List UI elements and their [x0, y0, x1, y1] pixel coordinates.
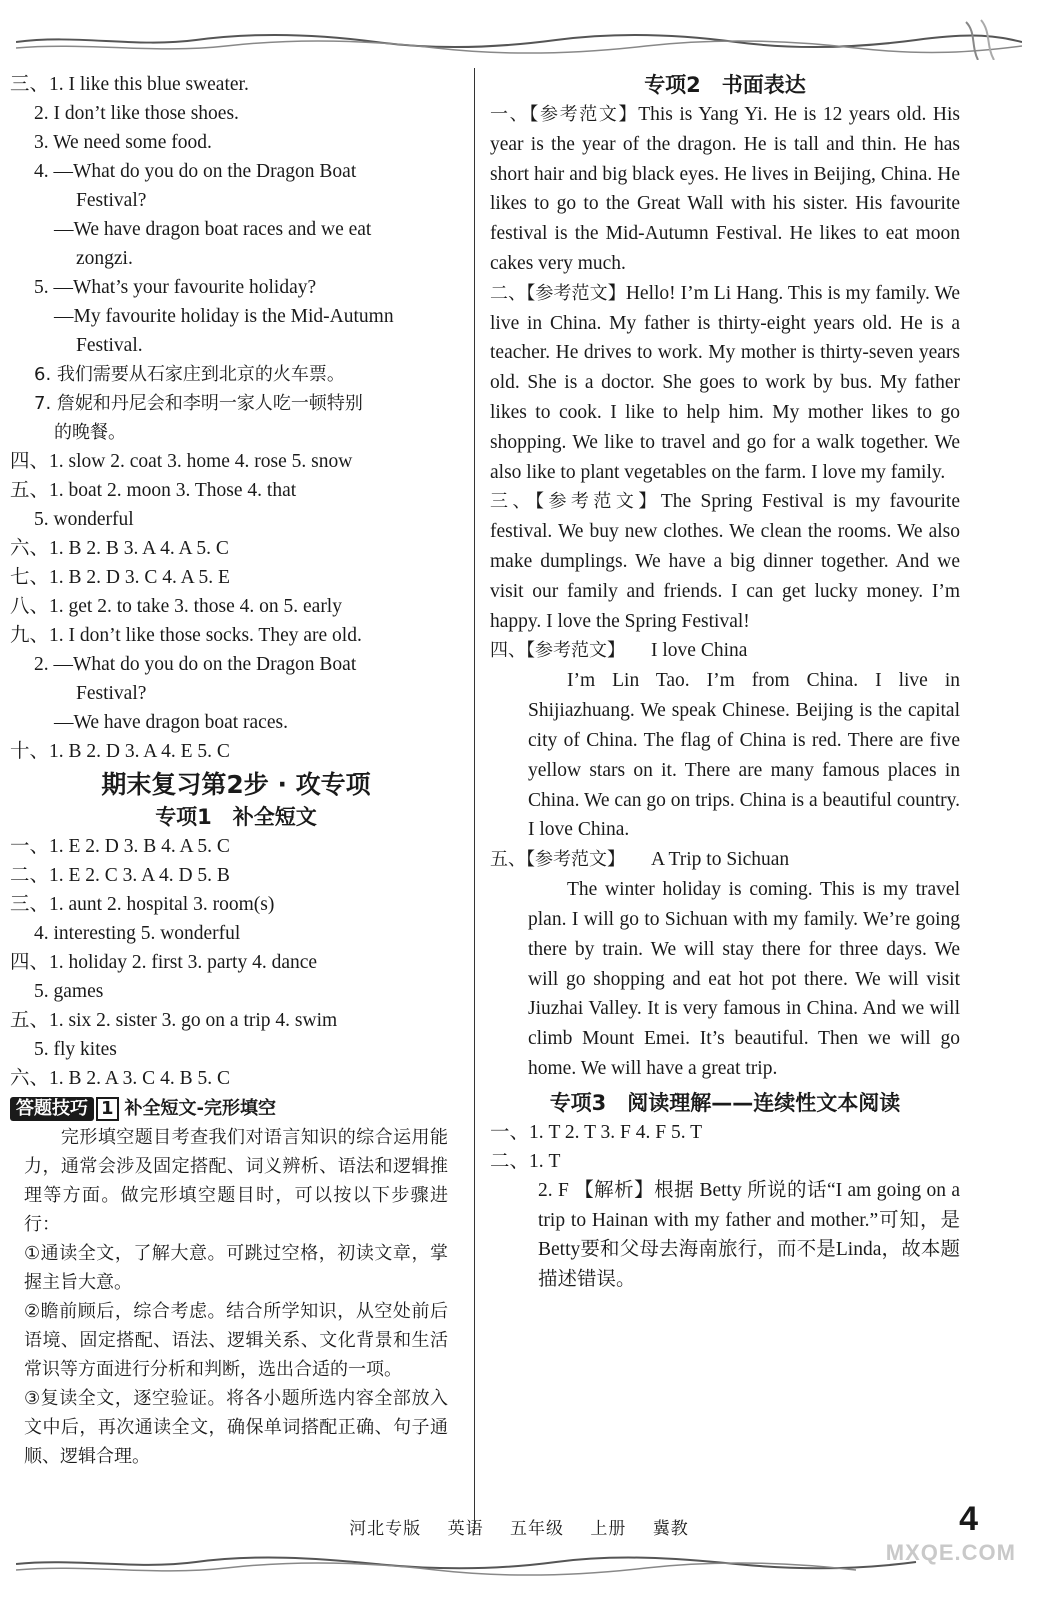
section-title: 期末复习第2步 · 攻专项 — [101, 770, 371, 799]
essay-label: 二、【参考范文】 — [490, 282, 626, 304]
answer-line: 四、1. slow 2. coat 3. home 4. rose 5. snow — [10, 451, 353, 472]
tip-number: 1 — [96, 1097, 119, 1121]
essay-title: A Trip to Sichuan — [651, 849, 790, 871]
answer-line: 六、1. B 2. B 3. A 4. A 5. C — [10, 538, 229, 559]
tip-paragraph: ③复读全文，逐空验证。将各小题所选内容全部放入文中后，再次通读全文，确保单词搭配正确、句子通顺、逻辑合理。 — [24, 1388, 448, 1467]
answer-line: —We have dragon boat races. — [54, 712, 288, 733]
tip-paragraph: ②瞻前顾后，综合考虑。结合所学知识，从空处前后语境、固定搭配、语法、逻辑关系、文化背景和生活常识等方面进行分析和判断，选出合适的一项。 — [24, 1301, 448, 1380]
tip-paragraph: 完形填空题目考查我们对语言知识的综合运用能力，通常会涉及固定搭配、词义辨析、语法和逻辑推理等方面。做完形填空题目时，可以按以下步骤进行： — [24, 1127, 448, 1235]
essay-1 — [490, 100, 960, 279]
essay-text: Hello! I’m Li Hang. This is my family. We live in China. My father is thirty-eight years old. He is a teacher. He drives to work. My mother is thirty-seven years old. She is a doctor. She goes to work by bus. My father likes to cook. I like to help him. My mother likes to go shopping. We like to travel and go for a walk together. We also like to plant vegetables on the farm. I love my family. — [490, 282, 960, 483]
column-divider — [474, 68, 475, 1533]
essay-text: This is Yang Yi. He is 12 years old. His year is the year of the dragon. He is tall and thin. He has short hair and big black eyes. He lives in Beijing, China. He likes to go to the Great Wall with his sister. His favourite festival is the Mid-Autumn Festival. He likes to eat moon cakes very much. — [490, 104, 960, 274]
answer-line: 的晚餐。 — [54, 422, 126, 443]
answer-line: —My favourite holiday is the Mid-Autumn — [54, 306, 394, 327]
essay-label: 一、【参考范文】 — [490, 104, 639, 125]
answer-line: 三、1. aunt 2. hospital 3. room(s) — [10, 894, 275, 915]
essay-label: 五、【参考范文】 — [490, 849, 625, 871]
answer-line: 五、1. boat 2. moon 3. Those 4. that — [10, 480, 297, 501]
answer-line: 5. wonderful — [34, 509, 134, 530]
essay-2 — [490, 279, 960, 488]
answer-line: 十、1. B 2. D 3. A 4. E 5. C — [10, 741, 230, 762]
footer-volume: 上册 — [590, 1519, 627, 1539]
topic-title: 专项2 书面表达 — [644, 73, 806, 97]
essay-label: 四、【参考范文】 — [490, 640, 625, 662]
answer-line: 2. I don’t like those shoes. — [34, 103, 239, 124]
answer-line: 四、1. holiday 2. first 3. party 4. dance — [10, 952, 318, 973]
footer-subject: 英语 — [447, 1519, 484, 1539]
right-column — [490, 70, 960, 1295]
answer-line: 4. interesting 5. wonderful — [34, 923, 241, 944]
page-number: 4 — [959, 1500, 978, 1538]
answer-line: Festival. — [76, 335, 143, 356]
essay-4-header — [490, 636, 960, 666]
answer-line: 七、1. B 2. D 3. C 4. A 5. E — [10, 567, 230, 588]
left-column — [10, 70, 462, 1471]
tip-label: 答题技巧 — [10, 1097, 94, 1121]
essay-5-header — [490, 845, 960, 875]
answer-explanation: 2. F 【解析】根据 Betty 所说的话“I am going on a trip to Hainan with my father and mother.”可知，是Betty要和父母去海南旅行，而不是Linda，故本题描述错误。 — [538, 1179, 960, 1291]
essay-text: The winter holiday is coming. This is my travel plan. I will go to Sichuan with my family. We’re going there by train. We will stay there for three days. We will go shopping and eat hot pot there. We will visit Jiuzhai Valley. It is very famous in China. And we will climb Mount Emei. It’s beautiful. Then we will go home. We will have a great trip. — [528, 879, 960, 1079]
footer — [0, 1514, 1038, 1539]
answer-line: 6. 我们需要从石家庄到北京的火车票。 — [34, 364, 345, 385]
answer-line: zongzi. — [76, 248, 133, 269]
answer-line: 2. —What do you do on the Dragon Boat — [34, 654, 357, 675]
answer-line: 5. fly kites — [34, 1039, 117, 1060]
essay-label: 三、【参考范文】 — [490, 491, 661, 513]
essay-3 — [490, 487, 960, 636]
answer-line: 五、1. six 2. sister 3. go on a trip 4. swim — [10, 1010, 338, 1031]
answer-line: 5. games — [34, 981, 104, 1002]
answer-line: 八、1. get 2. to take 3. those 4. on 5. early — [10, 596, 342, 617]
answer-line: 一、1. T 2. T 3. F 4. F 5. T — [490, 1121, 703, 1143]
tip-body — [10, 1123, 462, 1471]
essay-text: The Spring Festival is my favourite festival. We buy new clothes. We clean the rooms. We also make dumplings. We have a big dinner together. And we visit our family and friends. I can get lucky money. I’m happy. I love the Spring Festival! — [490, 491, 960, 632]
answer-line: 二、1. E 2. C 3. A 4. D 5. B — [10, 865, 230, 886]
answer-line: Festival? — [76, 683, 147, 704]
answer-line: Festival? — [76, 190, 147, 211]
answer-line: 3. We need some food. — [34, 132, 212, 153]
answer-line: —We have dragon boat races and we eat — [54, 219, 372, 240]
footer-grade: 五年级 — [510, 1519, 564, 1539]
tip-paragraph: ①通读全文，了解大意。可跳过空格，初读文章，掌握主旨大意。 — [24, 1243, 448, 1293]
footer-edition: 河北专版 — [349, 1519, 422, 1539]
tip-header — [10, 1095, 462, 1123]
answer-line: 九、1. I don’t like those socks. They are old. — [10, 625, 362, 646]
answer-line: 三、1. I like this blue sweater. — [10, 74, 249, 95]
answer-line: 7. 詹妮和丹尼会和李明一家人吃一顿特别 — [34, 393, 363, 414]
answer-line: 5. —What’s your favourite holiday? — [34, 277, 317, 298]
bottom-decoration — [16, 1550, 1022, 1590]
answer-line: 六、1. B 2. A 3. C 4. B 5. C — [10, 1068, 230, 1089]
answer-line: 4. —What do you do on the Dragon Boat — [34, 161, 357, 182]
essay-title: I love China — [651, 640, 748, 662]
essay-text: I’m Lin Tao. I’m from China. I live in Shijiazhuang. We speak Chinese. Beijing is the capital city of China. The flag of China is red. There are five yellow stars on it. There are many famous places in China. We can go on trips. China is a beautiful country. I love China. — [528, 670, 960, 841]
watermark: MXQE.COM — [885, 1540, 1016, 1565]
answer-line: 二、1. T — [490, 1150, 561, 1172]
topic-title: 专项3 阅读理解——连续性文本阅读 — [549, 1090, 901, 1115]
tip-title: 补全短文-完形填空 — [124, 1098, 277, 1119]
topic-title: 专项1 补全短文 — [155, 805, 317, 829]
footer-publisher: 冀教 — [652, 1519, 689, 1539]
answer-line: 一、1. E 2. D 3. B 4. A 5. C — [10, 836, 230, 857]
top-decoration — [16, 12, 1022, 60]
